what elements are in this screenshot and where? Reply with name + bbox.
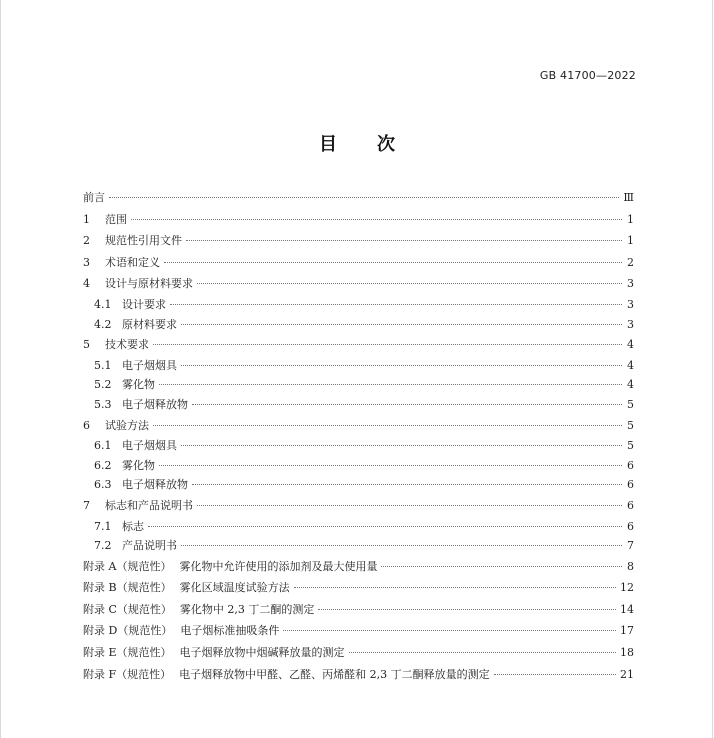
toc-entry-label: 范围 (105, 212, 127, 226)
toc-entry-page: 8 (627, 559, 634, 573)
toc-entry-label: 雾化区域温度试验方法 (179, 581, 290, 595)
toc-entry-number: 1 (83, 212, 90, 226)
toc-entry-label: 电子烟标准抽吸条件 (180, 624, 280, 638)
toc-entry[interactable] (83, 209, 634, 231)
toc-leader-dots (197, 505, 622, 506)
toc-annex-prefix: 附录 C（规范性） (83, 602, 172, 616)
toc-entry-label: 电子烟烟具 (122, 358, 177, 372)
toc-entry[interactable] (83, 456, 634, 476)
toc-entry-label: 电子烟烟具 (122, 439, 177, 453)
toc-entry[interactable] (83, 295, 634, 315)
toc-leader-dots (164, 262, 622, 263)
toc-entry[interactable] (83, 356, 634, 376)
toc-leader-dots (170, 304, 622, 305)
toc-entry-number: 5.1 (94, 358, 112, 372)
toc-leader-dots (159, 384, 622, 385)
toc-entry-page: 18 (620, 646, 634, 660)
toc-entry-number: 6 (83, 418, 90, 432)
page-title: 目次 (319, 134, 435, 155)
toc-entry-label: 雾化物中允许使用的添加剂及最大使用量 (179, 559, 378, 573)
toc-entry-label: 技术要求 (105, 338, 149, 352)
toc-leader-dots (186, 240, 622, 241)
toc-entry-number: 7.1 (94, 519, 112, 533)
page-right-edge (712, 0, 713, 738)
toc-entry-page: 4 (627, 378, 634, 392)
toc-entry-number: 6.2 (94, 458, 112, 472)
toc-entry-page: 1 (627, 212, 634, 226)
toc-entry[interactable] (83, 577, 634, 599)
toc-leader-dots (294, 587, 616, 588)
toc-entry-page: 1 (627, 234, 634, 248)
toc-entry[interactable] (83, 642, 634, 664)
toc-entry-page: 21 (620, 667, 634, 681)
toc-entry[interactable] (83, 187, 634, 209)
toc-entry-page: 5 (627, 439, 634, 453)
table-of-contents (83, 187, 634, 685)
toc-entry-label: 电子烟释放物 (122, 397, 188, 411)
toc-leader-dots (192, 484, 622, 485)
toc-leader-dots (131, 219, 622, 220)
toc-leader-dots (109, 197, 619, 198)
toc-annex-prefix: 附录 A（规范性） (83, 559, 172, 573)
toc-leader-dots (153, 344, 622, 345)
page-left-edge (0, 0, 1, 738)
toc-entry-page: Ⅲ (623, 191, 634, 204)
toc-entry-page: 3 (627, 317, 634, 331)
toc-entry[interactable] (83, 252, 634, 274)
toc-leader-dots (181, 365, 622, 366)
toc-entry-page: 2 (627, 255, 634, 269)
toc-entry-label: 雾化物中 2,3 丁二酮的测定 (179, 602, 315, 616)
toc-entry-page: 6 (627, 478, 634, 492)
toc-entry-label: 前言 (83, 191, 105, 204)
toc-entry-number: 6.3 (94, 478, 112, 492)
toc-entry[interactable] (83, 517, 634, 537)
toc-leader-dots (197, 283, 622, 284)
toc-entry[interactable] (83, 620, 634, 642)
toc-entry-label: 标志和产品说明书 (105, 498, 193, 512)
toc-leader-dots (159, 465, 622, 466)
toc-entry-label: 雾化物 (122, 378, 155, 392)
toc-entry[interactable] (83, 334, 634, 356)
toc-leader-dots (494, 674, 616, 675)
toc-leader-dots (153, 425, 622, 426)
toc-entry-number: 5.3 (94, 397, 112, 411)
toc-entry-label: 电子烟释放物中烟碱释放量的测定 (179, 646, 345, 660)
toc-entry-label: 设计与原材料要求 (105, 277, 193, 291)
toc-entry[interactable] (83, 475, 634, 495)
toc-entry-number: 5 (83, 338, 90, 352)
toc-entry-number: 2 (83, 234, 90, 248)
toc-entry[interactable] (83, 436, 634, 456)
toc-entry-label: 雾化物 (122, 458, 155, 472)
toc-entry-number: 7 (83, 498, 90, 512)
toc-leader-dots (181, 324, 622, 325)
toc-entry[interactable] (83, 599, 634, 621)
toc-annex-prefix: 附录 D（规范性） (83, 624, 173, 638)
toc-entry[interactable] (83, 375, 634, 395)
toc-entry[interactable] (83, 415, 634, 437)
toc-entry-page: 6 (627, 519, 634, 533)
toc-entry-page: 4 (627, 358, 634, 372)
toc-leader-dots (148, 526, 622, 527)
toc-leader-dots (192, 404, 622, 405)
toc-entry-page: 4 (627, 338, 634, 352)
toc-entry-page: 6 (627, 458, 634, 472)
toc-entry-page: 3 (627, 297, 634, 311)
toc-entry-number: 4.2 (94, 317, 112, 331)
toc-entry-number: 5.2 (94, 378, 112, 392)
toc-entry-label: 术语和定义 (105, 255, 160, 269)
toc-entry[interactable] (83, 495, 634, 517)
toc-entry[interactable] (83, 664, 634, 686)
toc-entry-label: 原材料要求 (122, 317, 177, 331)
toc-entry-number: 6.1 (94, 439, 112, 453)
toc-entry-page: 7 (627, 539, 634, 553)
toc-annex-prefix: 附录 F（规范性） (83, 667, 172, 681)
toc-leader-dots (181, 545, 622, 546)
toc-entry[interactable] (83, 315, 634, 335)
toc-entry-number: 7.2 (94, 539, 112, 553)
toc-entry-label: 电子烟释放物中甲醛、乙醛、丙烯醛和 2,3 丁二酮释放量的测定 (179, 667, 490, 681)
toc-entry-number: 3 (83, 255, 90, 269)
toc-entry[interactable] (83, 230, 634, 252)
toc-entry-page: 17 (620, 624, 634, 638)
toc-entry-page: 5 (627, 418, 634, 432)
toc-entry[interactable] (83, 395, 634, 415)
toc-entry-number: 4.1 (94, 297, 112, 311)
toc-entry-page: 3 (627, 277, 634, 291)
toc-entry-label: 产品说明书 (122, 539, 177, 553)
toc-entry-number: 4 (83, 277, 90, 291)
toc-entry-page: 6 (627, 498, 634, 512)
toc-entry-label: 规范性引用文件 (105, 234, 182, 248)
toc-entry-page: 12 (620, 581, 634, 595)
toc-entry-page: 14 (620, 602, 634, 616)
toc-entry-label: 标志 (122, 519, 144, 533)
toc-entry[interactable] (83, 556, 634, 578)
toc-leader-dots (349, 652, 616, 653)
toc-leader-dots (318, 609, 616, 610)
toc-entry-page: 5 (627, 397, 634, 411)
toc-entry[interactable] (83, 536, 634, 556)
toc-annex-prefix: 附录 E（规范性） (83, 646, 172, 660)
toc-entry[interactable] (83, 273, 634, 295)
toc-entry-label: 电子烟释放物 (122, 478, 188, 492)
standard-number: GB 41700—2022 (539, 69, 636, 82)
toc-leader-dots (283, 630, 616, 631)
toc-leader-dots (181, 445, 622, 446)
toc-entry-label: 设计要求 (122, 297, 166, 311)
toc-entry-label: 试验方法 (105, 418, 149, 432)
toc-annex-prefix: 附录 B（规范性） (83, 581, 172, 595)
toc-leader-dots (381, 566, 622, 567)
